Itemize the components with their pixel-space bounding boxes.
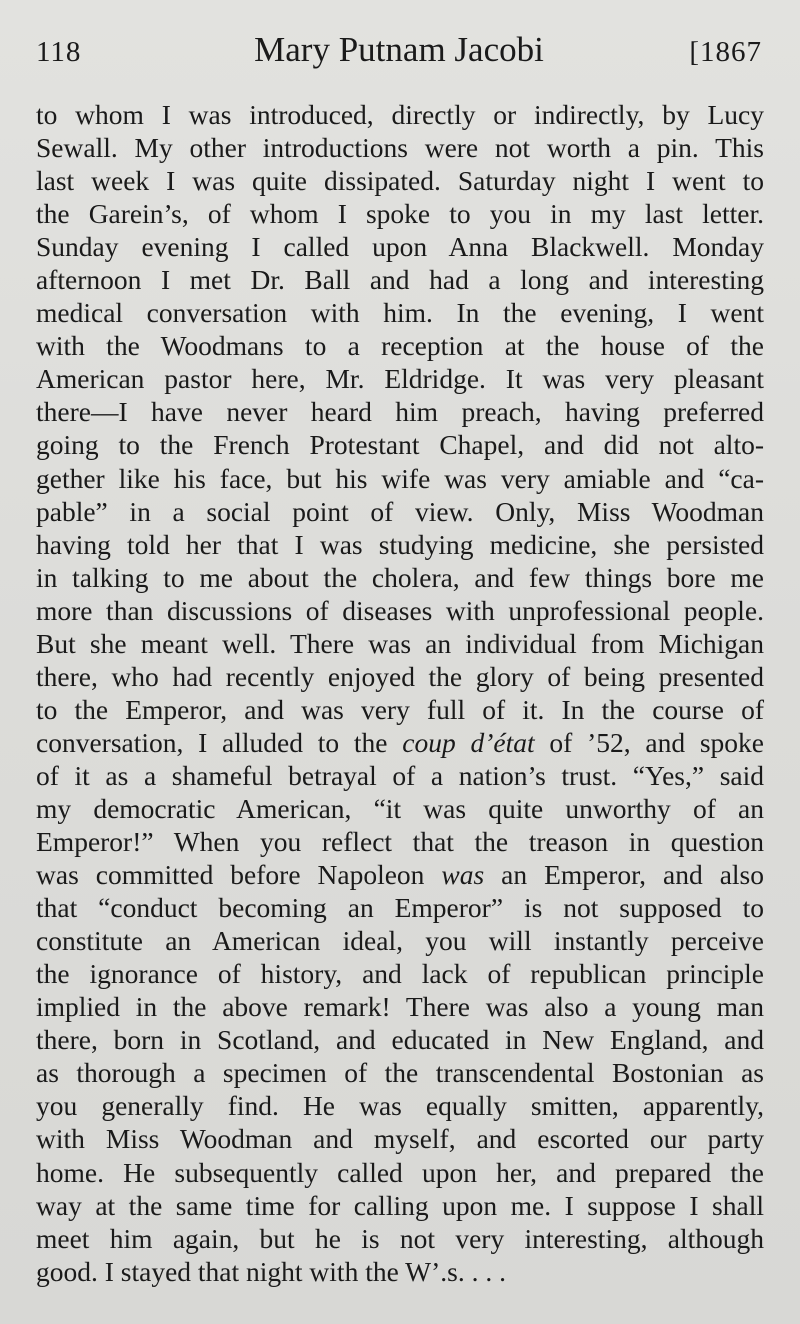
text-line: there—I have never heard him preach, having preferred — [36, 396, 764, 428]
text-line: medical conversation with him. In the evening, I went — [36, 297, 764, 329]
text-line: Emperor!” When you reflect that the treason in question — [36, 826, 764, 858]
text-line: with Miss Woodman and myself, and escorted our party — [36, 1123, 764, 1155]
text-line — [36, 726, 764, 759]
text-line: good. I stayed that night with the W’.s. . . . — [36, 1255, 506, 1287]
text-line: with the Woodmans to a reception at the house of the — [36, 330, 764, 362]
text-line: American pastor here, Mr. Eldridge. It was very pleasant — [36, 363, 764, 395]
text-segment: of ’52, and spoke — [534, 726, 764, 758]
text-line: that “conduct becoming an Emperor” is not supposed to — [36, 892, 764, 924]
text-line: way at the same time for calling upon me. I suppose I shall — [36, 1189, 764, 1221]
text-segment: an Emperor, and also — [484, 859, 764, 891]
italic-phrase: was — [441, 859, 485, 891]
text-line: But she meant well. There was an individual from Michigan — [36, 627, 764, 659]
header-year: [1867 — [689, 36, 762, 68]
text-line: Sewall. My other introductions were not worth a pin. This — [36, 132, 764, 164]
text-line: you generally find. He was equally smitten, apparently, — [36, 1090, 764, 1122]
text-line: to whom I was introduced, directly or indirectly, by Lucy — [36, 99, 764, 130]
italic-phrase: coup d’état — [402, 726, 535, 758]
text-line: to the Emperor, and was very full of it. In the course of — [36, 693, 764, 725]
text-line: more than discussions of diseases with unprofessional people. — [36, 594, 764, 626]
text-line: home. He subsequently called upon her, and prepared the — [36, 1156, 764, 1188]
text-line: there, who had recently enjoyed the glory of being presented — [36, 660, 764, 692]
text-segment: was committed before Napoleon — [36, 859, 442, 891]
page-header — [36, 30, 762, 80]
text-line: there, born in Scotland, and educated in New England, and — [36, 1024, 764, 1056]
page-number: 118 — [36, 36, 82, 68]
text-line: meet him again, but he is not very interesting, although — [36, 1222, 764, 1254]
text-line: last week I was quite dissipated. Saturday night I went to — [36, 165, 764, 197]
text-line: the Garein’s, of whom I spoke to you in my last letter. — [36, 198, 764, 230]
text-line — [36, 858, 764, 891]
text-line: going to the French Protestant Chapel, and did not alto- — [36, 429, 764, 461]
text-line: gether like his face, but his wife was very amiable and “ca- — [36, 462, 764, 494]
text-line: in talking to me about the cholera, and few things bore me — [36, 561, 764, 593]
text-line: my democratic American, “it was quite unworthy of an — [36, 792, 764, 824]
text-line: constitute an American ideal, you will instantly perceive — [36, 925, 764, 957]
text-line: implied in the above remark! There was also a young man — [36, 991, 764, 1023]
text-line: Sunday evening I called upon Anna Blackwell. Monday — [36, 231, 764, 263]
body-text — [36, 98, 764, 1288]
running-title: Mary Putnam Jacobi — [254, 30, 544, 69]
text-line: of it as a shameful betrayal of a nation’s trust. “Yes,” said — [36, 759, 764, 791]
text-segment: conversation, I alluded to the — [36, 726, 403, 758]
text-line: pable” in a social point of view. Only, Miss Woodman — [36, 495, 764, 527]
text-line: as thorough a specimen of the transcendental Bostonian as — [36, 1057, 764, 1089]
text-line: afternoon I met Dr. Ball and had a long and interesting — [36, 264, 764, 296]
text-line: the ignorance of history, and lack of republican principle — [36, 958, 764, 990]
text-line: having told her that I was studying medicine, she persisted — [36, 528, 764, 560]
